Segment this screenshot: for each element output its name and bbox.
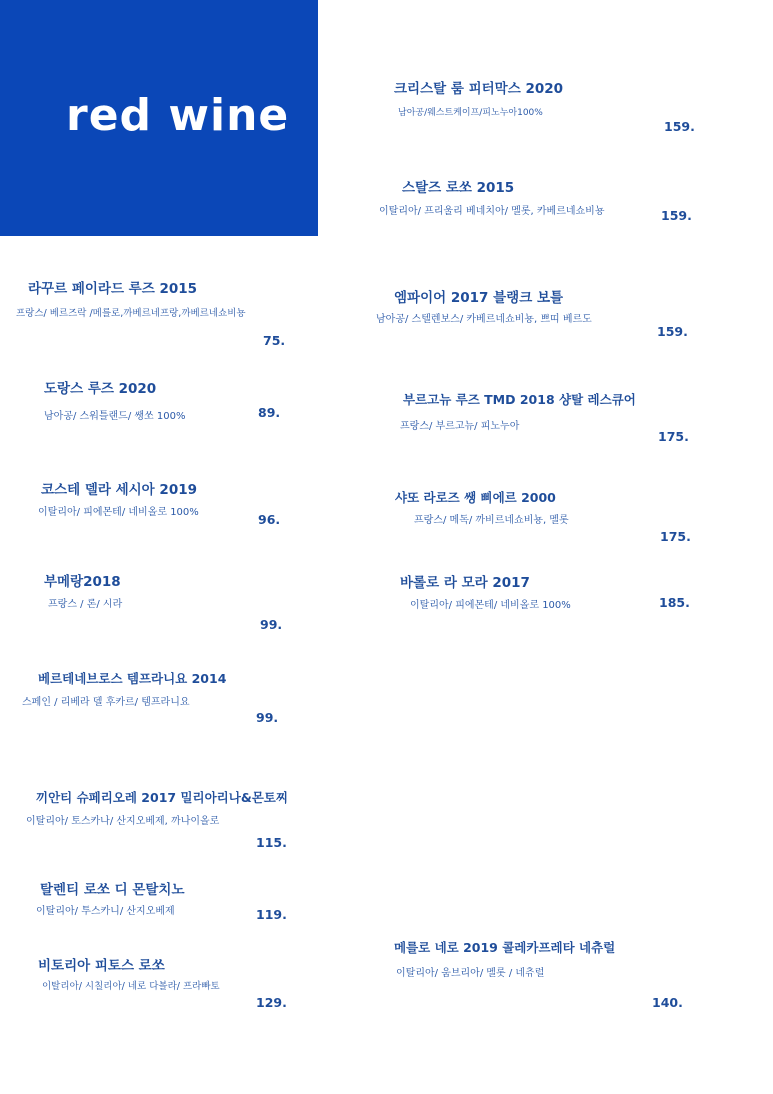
wine-description: 이탈리아/ 투스카니/ 산지오베제 bbox=[36, 906, 175, 917]
wine-description: 이탈리아/ 시칠리아/ 네로 다볼라/ 프라빠토 bbox=[42, 981, 220, 992]
wine-description: 프랑스/ 메독/ 까비르네쇼비뇽, 멜롯 bbox=[414, 515, 569, 526]
wine-name: 메를로 네로 2019 콜레카프레타 네츄럴 bbox=[394, 940, 616, 955]
wine-name: 베르테네브로스 템프라니요 2014 bbox=[38, 671, 227, 686]
wine-description: 이탈리아/ 프리울리 베네치아/ 멜롯, 카베르네쇼비뇽 bbox=[379, 206, 605, 217]
wine-name: 코스테 델라 세시아 2019 bbox=[41, 482, 198, 498]
wine-name: 엠파이어 2017 블랭크 보틀 bbox=[394, 290, 564, 306]
wine-description: 프랑스 / 론/ 시라 bbox=[48, 599, 123, 610]
wine-price: 185. bbox=[659, 595, 690, 610]
wine-price: 89. bbox=[258, 405, 281, 420]
wine-price: 96. bbox=[258, 512, 281, 527]
wine-name: 비토리아 피토스 로쏘 bbox=[38, 958, 165, 974]
wine-price: 119. bbox=[256, 907, 287, 922]
wine-name: 스탈즈 로쏘 2015 bbox=[402, 180, 515, 196]
wine-description: 남아공/웨스트케이프/피노누아100% bbox=[398, 108, 543, 118]
wine-description: 프랑스/ 베르즈락 /메를로,까베르네프랑,까베르네쇼비뇽 bbox=[16, 308, 246, 319]
wine-name: 끼안티 슈페리오레 2017 밀리아리나&몬토찌 bbox=[36, 790, 288, 805]
wine-name: 도랑스 루즈 2020 bbox=[44, 381, 157, 397]
wine-name: 크리스탈 룸 피터막스 2020 bbox=[394, 81, 564, 97]
wine-name: 바롤로 라 모라 2017 bbox=[400, 575, 530, 591]
wine-price: 140. bbox=[652, 995, 683, 1010]
wine-name: 샤또 라로즈 쌩 삐에르 2000 bbox=[395, 490, 556, 505]
wine-price: 99. bbox=[260, 617, 283, 632]
page-title: red wine bbox=[66, 90, 290, 141]
wine-price: 175. bbox=[660, 529, 691, 544]
header-banner bbox=[0, 0, 318, 236]
wine-price: 159. bbox=[661, 208, 692, 223]
wine-price: 159. bbox=[657, 324, 688, 339]
wine-price: 175. bbox=[658, 429, 689, 444]
wine-description: 프랑스/ 부르고뉴/ 피노누아 bbox=[400, 421, 520, 432]
wine-price: 129. bbox=[256, 995, 287, 1010]
wine-price: 99. bbox=[256, 710, 279, 725]
wine-description: 이탈리아/ 피에몬테/ 네비올로 100% bbox=[38, 507, 199, 518]
wine-description: 이탈리아/ 토스카나/ 산지오베제, 까나이올로 bbox=[26, 816, 220, 827]
wine-name: 부르고뉴 루즈 TMD 2018 샹탈 레스큐어 bbox=[403, 392, 636, 407]
wine-price: 75. bbox=[263, 333, 286, 348]
wine-description: 이탈리아/ 피에몬테/ 네비올로 100% bbox=[410, 600, 571, 611]
wine-description: 남아공/ 스워틀랜드/ 쌩쏘 100% bbox=[44, 411, 186, 422]
wine-name: 부메랑2018 bbox=[44, 574, 121, 590]
wine-price: 115. bbox=[256, 835, 287, 850]
wine-name: 탈렌티 로쏘 디 몬탈치노 bbox=[40, 882, 185, 898]
wine-description: 이탈리아/ 움브리아/ 멜롯 / 네츄럴 bbox=[396, 968, 545, 979]
wine-description: 스페인 / 리베라 델 후카르/ 템프라니요 bbox=[22, 697, 190, 708]
wine-price: 159. bbox=[664, 119, 695, 134]
wine-description: 남아공/ 스텔렌보스/ 카베르네쇼비뇽, 쁘띠 베르도 bbox=[376, 314, 592, 325]
wine-name: 라꾸르 페이라드 루즈 2015 bbox=[28, 281, 198, 297]
